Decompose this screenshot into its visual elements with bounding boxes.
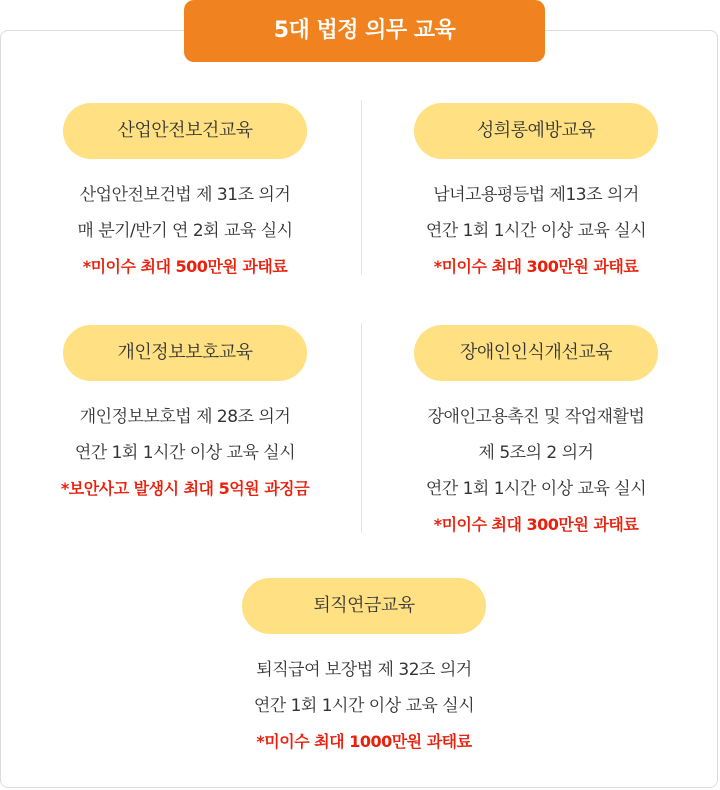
- education-block-harassment-prevention: [371, 103, 701, 285]
- penalty-note: *미이수 최대 1000만원 과태료: [256, 732, 472, 751]
- education-block-disability-awareness: [371, 325, 701, 543]
- legal-basis: 개인정보보호법 제 28조 의거: [79, 407, 291, 427]
- education-heading: 개인정보보호교육: [63, 325, 307, 381]
- education-block-retirement-pension: [199, 578, 529, 760]
- legal-basis: 산업안전보건법 제 31조 의거: [79, 185, 291, 205]
- legal-basis: 퇴직급여 보장법 제 32조 의거: [256, 660, 472, 680]
- frequency: 연간 1회 1시간 이상 교육 실시: [253, 696, 475, 716]
- education-block-industrial-safety: [20, 103, 350, 285]
- legal-basis-article: 제 5조의 2 의거: [478, 443, 594, 463]
- penalty-note: *미이수 최대 300만원 과태료: [433, 257, 639, 276]
- education-block-privacy: [20, 325, 350, 507]
- education-heading: 산업안전보건교육: [63, 103, 307, 159]
- penalty-note: *보안사고 발생시 최대 5억원 과징금: [60, 479, 310, 498]
- penalty-note: *미이수 최대 500만원 과태료: [82, 257, 288, 276]
- column-divider: [361, 323, 362, 533]
- legal-basis: 남녀고용평등법 제13조 의거: [433, 185, 639, 205]
- column-divider: [361, 100, 362, 275]
- page-title: 5대 법정 의무 교육: [184, 0, 545, 62]
- frequency: 연간 1회 1시간 이상 교육 실시: [425, 479, 647, 499]
- education-heading: 성희롱예방교육: [414, 103, 658, 159]
- frequency: 연간 1회 1시간 이상 교육 실시: [425, 221, 647, 241]
- frequency: 연간 1회 1시간 이상 교육 실시: [74, 443, 296, 463]
- legal-basis: 장애인고용촉진 및 작업재활법: [427, 407, 645, 427]
- frequency: 매 분기/반기 연 2회 교육 실시: [77, 221, 293, 241]
- penalty-note: *미이수 최대 300만원 과태료: [433, 515, 639, 534]
- education-heading: 장애인인식개선교육: [414, 325, 658, 381]
- education-heading: 퇴직연금교육: [242, 578, 486, 634]
